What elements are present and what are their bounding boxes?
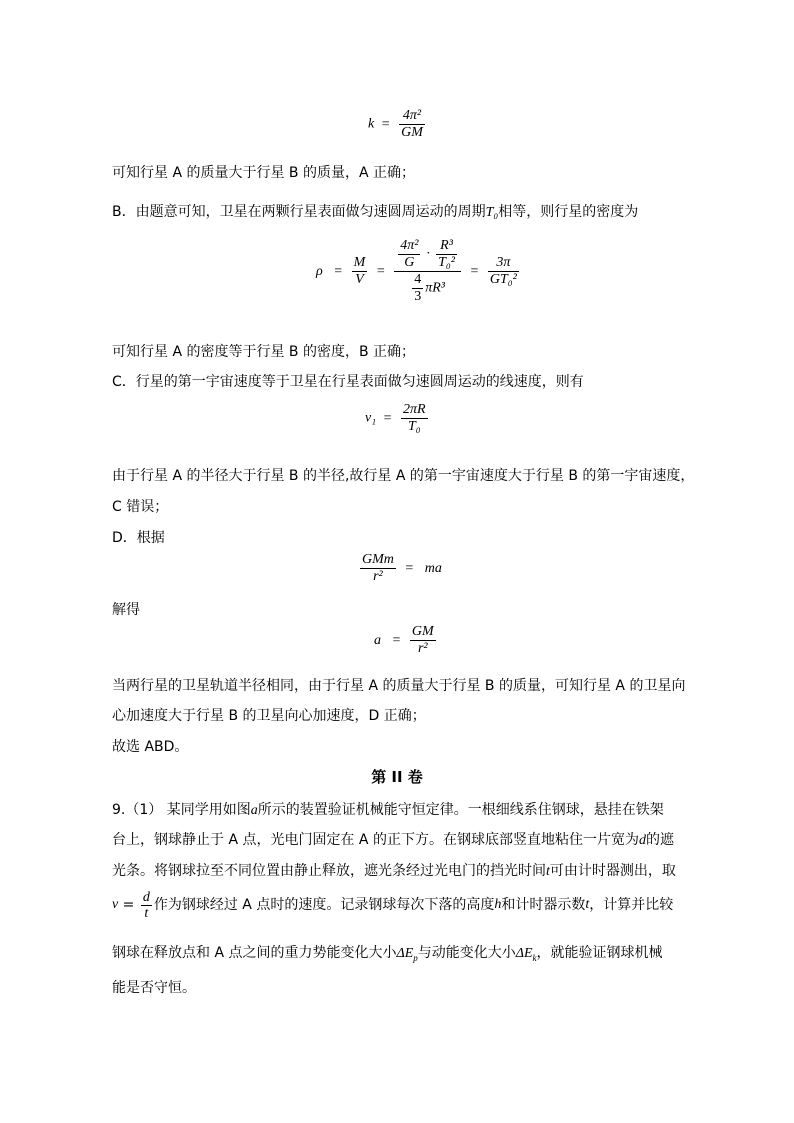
denominator: t (141, 905, 152, 921)
denominator: 3 (414, 289, 422, 304)
formula-v1-fraction (401, 402, 428, 435)
formula-v-fraction (141, 890, 152, 921)
fraction (398, 238, 420, 271)
delta-ep: ΔE (396, 946, 414, 961)
paragraph (112, 202, 638, 223)
question-9-line: 能是否守恒。 (112, 980, 196, 996)
variable-t: t (546, 864, 550, 879)
text-run: 钢球在释放点和 A 点之间的重力势能变化大小 (112, 945, 397, 961)
formula-density-m-over-v (352, 255, 368, 288)
paragraph: C．行星的第一宇宙速度等于卫星在行星表面做匀速圆周运动的线速度，则有 (112, 374, 584, 390)
numerator: GMm (362, 552, 394, 567)
numerator: 4 (414, 272, 422, 287)
formula-k-denominator: GM (401, 125, 423, 140)
text-run: B．由题意可知，卫星在两颗行星表面做匀速圆周运动的周期 (112, 204, 486, 220)
paragraph: D．根据 (112, 530, 165, 546)
formula-gravity: $\frac{\text{GMm}}{\text{r²}}$ = ma (362, 552, 442, 584)
text-run: 相等，则行星的密度为 (498, 204, 639, 220)
numerator: d (142, 889, 150, 905)
text-run: 9.（1） 某同学用如图 (112, 802, 251, 818)
denominator: V (352, 271, 368, 288)
formula-k-lhs: k (368, 116, 375, 132)
variable-t: t (585, 897, 590, 912)
paragraph: 心加速度大于行星 B 的卫星向心加速度，D 正确； (112, 708, 426, 724)
formula-density-lhs: ρ (316, 263, 323, 279)
denominator: T₀² (438, 255, 455, 270)
variable-d: d (638, 833, 646, 848)
formula-density: ρ = $\frac{M}{V}$ = $\frac{\text{4π²}}{G}$ · $\frac{\text{R³}}{\text{T₀²}}$ $\frac{4}{3}$ πR³ = $\frac{3\pi}{\text{GT₀²}}$ (316, 238, 517, 304)
numerator: 3π (496, 255, 511, 270)
delta-ek: ΔE (515, 946, 533, 961)
text-run: 光条。将钢球拉至不同位置由静止释放，遮光条经过光电门的挡光时间 (112, 863, 546, 879)
variable-h: h (494, 897, 502, 912)
numerator: M (353, 255, 366, 270)
text-run: 的遮 (645, 832, 674, 848)
subscript: k (532, 952, 537, 963)
text-run: 和计时器示数 (501, 897, 586, 913)
formula-acceleration: a = $\frac{GM}{\text{r²}}$ (374, 624, 434, 656)
variable-a: a (250, 803, 258, 818)
denominator: r² (360, 568, 396, 585)
paragraph: 解得 (112, 602, 140, 618)
paragraph: 由于行星 A 的半径大于行星 B 的半径,故行星 A 的第一宇宙速度大于行星 B 的第一宇宙速度， (112, 468, 695, 484)
paragraph: 可知行星 A 的密度等于行星 B 的密度，B 正确； (112, 344, 416, 360)
formula-v1: v₁ = $\frac{2\pi R}{\text{T₀}}$ (365, 402, 426, 434)
denominator: T₀ (401, 418, 428, 435)
numerator: R³ (440, 238, 453, 253)
fraction (412, 272, 423, 305)
numerator: 4π² (400, 238, 419, 253)
formula-k-numerator: 4π² (402, 108, 422, 123)
formula-gravity-rhs: ma (424, 560, 442, 576)
text-run: 与动能变化大小 (417, 945, 516, 961)
text-run: 台上，钢球静止于 A 点，光电门固定在 A 的正下方。在钢球底部竖直地粘住一片宽为 (112, 832, 639, 848)
subscript: p (413, 952, 418, 963)
numerator: GM (411, 624, 434, 639)
paragraph: 当两行星的卫星轨道半径相同，由于行星 A 的质量大于行星 B 的质量，可知行星 A 的卫星向 (112, 678, 686, 694)
formula-density-result (488, 255, 519, 288)
text-run: ，计算并比较 (589, 897, 674, 913)
compound-numerator: $\frac{\text{4π²}}{G}$ · $\frac{\text{R³}}{\text{T₀²}}$ (400, 238, 455, 270)
formula-a-lhs: a (374, 632, 381, 648)
formula-v1-lhs: v₁ (365, 410, 377, 426)
formula-density-compound (394, 238, 461, 305)
question-9-line (112, 830, 674, 851)
denominator: GT₀² (489, 272, 517, 287)
text-run: ，就能验证钢球机械 (536, 945, 663, 961)
paragraph: C 错误； (112, 499, 169, 515)
tail: πR³ (425, 280, 445, 296)
question-9-line (112, 943, 663, 964)
variable-T0: T₀ (485, 205, 499, 220)
formula-gravity-fraction (360, 552, 396, 585)
denominator: G (398, 254, 420, 271)
text-run: 可由计时器测出，取 (549, 863, 676, 879)
question-9-line (112, 800, 664, 821)
paragraph: 可知行星 A 的质量大于行星 B 的质量，A 正确； (112, 165, 416, 181)
formula-a-fraction (410, 624, 436, 657)
section-heading: 第 II 卷 (371, 768, 423, 786)
question-9-line (112, 861, 676, 882)
formula-k-fraction (399, 108, 425, 141)
compound-denominator (394, 271, 461, 305)
numerator: 2πR (403, 402, 426, 417)
fraction (436, 238, 457, 271)
denominator: r² (410, 640, 436, 657)
formula-v-lhs: v (112, 897, 119, 912)
text-run: 所示的装置验证机械能守恒定律。一根细线系住钢球，悬挂在铁架 (257, 802, 664, 818)
text-run: 作为钢球经过 A 点时的速度。记录钢球每次下落的高度 (153, 897, 495, 913)
paragraph: 故选 ABD。 (112, 739, 189, 755)
question-9-line: v = $\frac{d}{t}$ 作为钢球经过 A 点时的速度。记录钢球每次下落的高度h和计时器示数t，计算并比较 (112, 889, 674, 921)
formula-k: k = $\frac{\text{4π²}}{GM}$ (368, 108, 423, 140)
